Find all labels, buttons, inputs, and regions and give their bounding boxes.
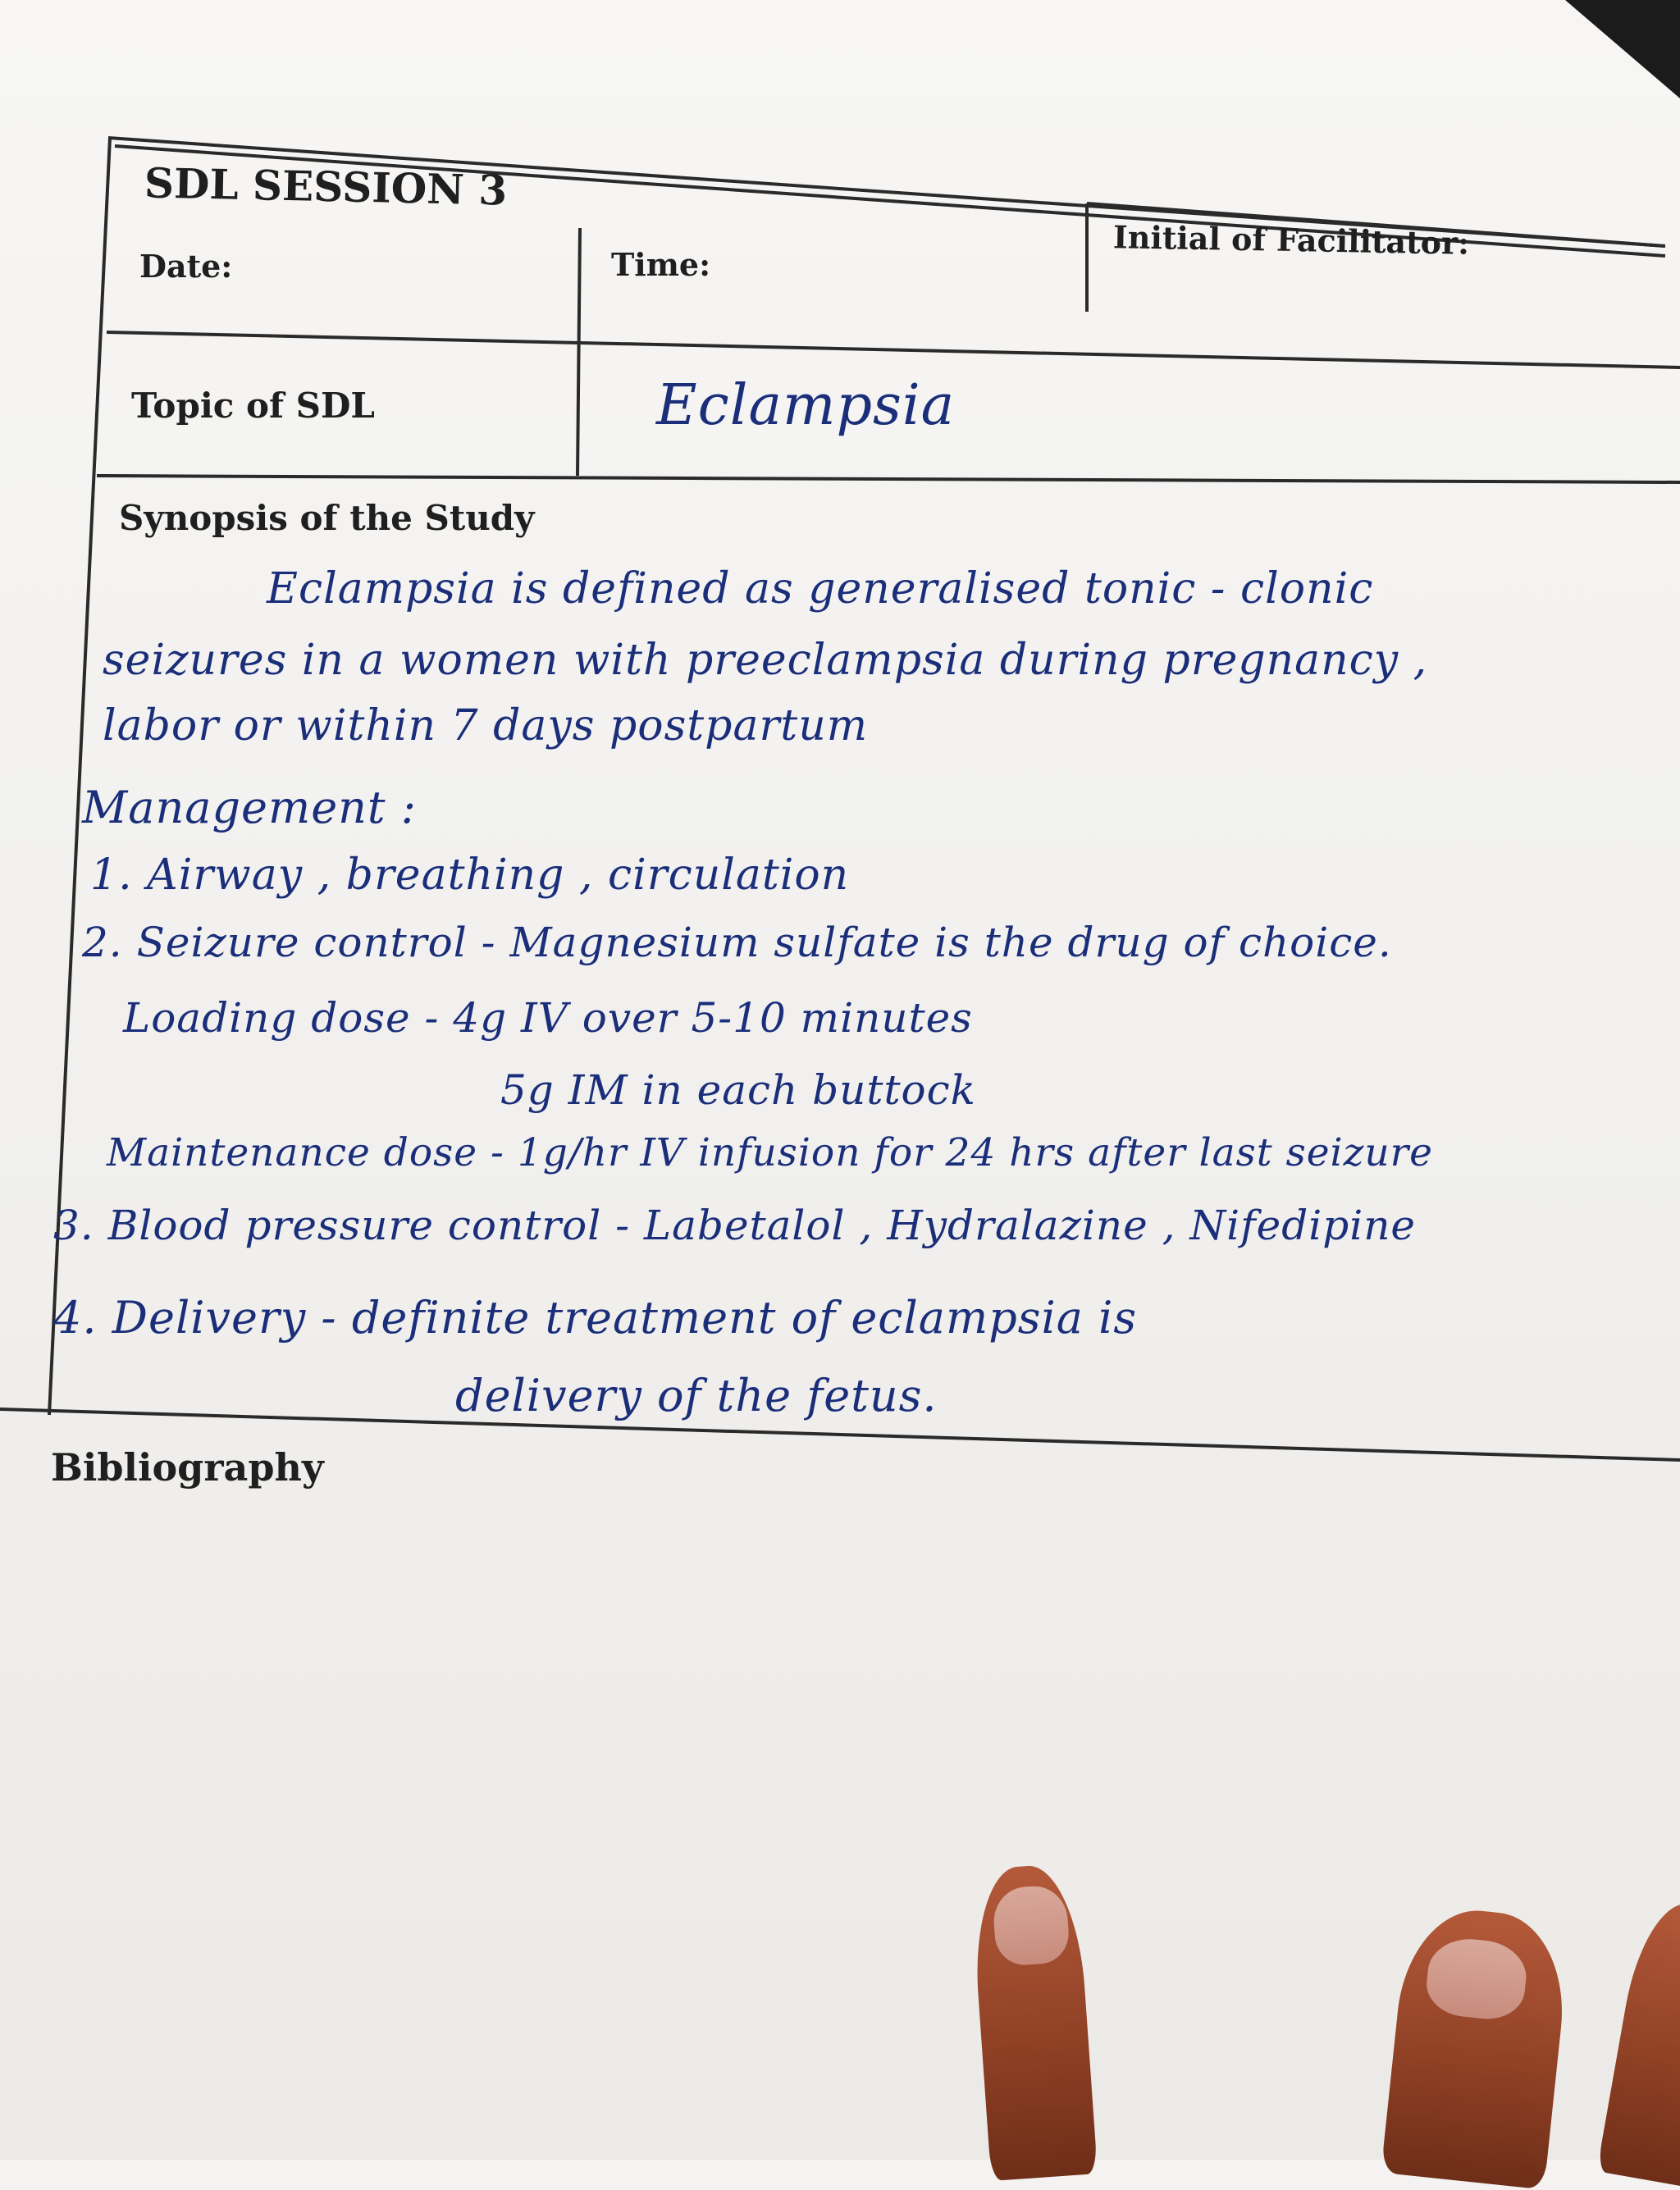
management-item-2: 2. Seizure control - Magnesium sulfate is the drug of choice.	[82, 919, 1392, 966]
synopsis-line-2: seizures in a women with preeclampsia during pregnancy ,	[103, 636, 1428, 685]
management-item-4: 4. Delivery - definite treatment of eclampsia is	[53, 1292, 1138, 1344]
date-label: Date:	[139, 248, 233, 285]
management-heading: Management :	[82, 782, 417, 833]
management-item-4-cont: delivery of the fetus.	[455, 1370, 938, 1421]
time-label: Time:	[611, 246, 711, 283]
session-title: SDL SESSION 3	[144, 158, 508, 215]
management-item-1: 1. Airway , breathing , circulation	[90, 851, 850, 900]
topic-value: Eclampsia	[656, 373, 956, 438]
management-item-3: 3. Blood pressure control - Labetalol , Hydralazine , Nifedipine	[53, 1202, 1416, 1249]
synopsis-label: Synopsis of the Study	[119, 498, 535, 538]
bibliography-label: Bibliography	[51, 1445, 324, 1490]
synopsis-line-1: Eclampsia is defined as generalised tonic - clonic	[267, 564, 1374, 614]
loading-dose-im-line: 5g IM in each buttock	[500, 1066, 976, 1114]
maintenance-dose-line: Maintenance dose - 1g/hr IV infusion for 24 hrs after last seizure	[107, 1130, 1433, 1175]
topic-label: Topic of SDL	[131, 386, 375, 426]
synopsis-line-3: labor or within 7 days postpartum	[103, 701, 868, 751]
loading-dose-line: Loading dose - 4g IV over 5-10 minutes	[123, 994, 973, 1042]
facilitator-label: Initial of Facilitator:	[1112, 218, 1470, 262]
